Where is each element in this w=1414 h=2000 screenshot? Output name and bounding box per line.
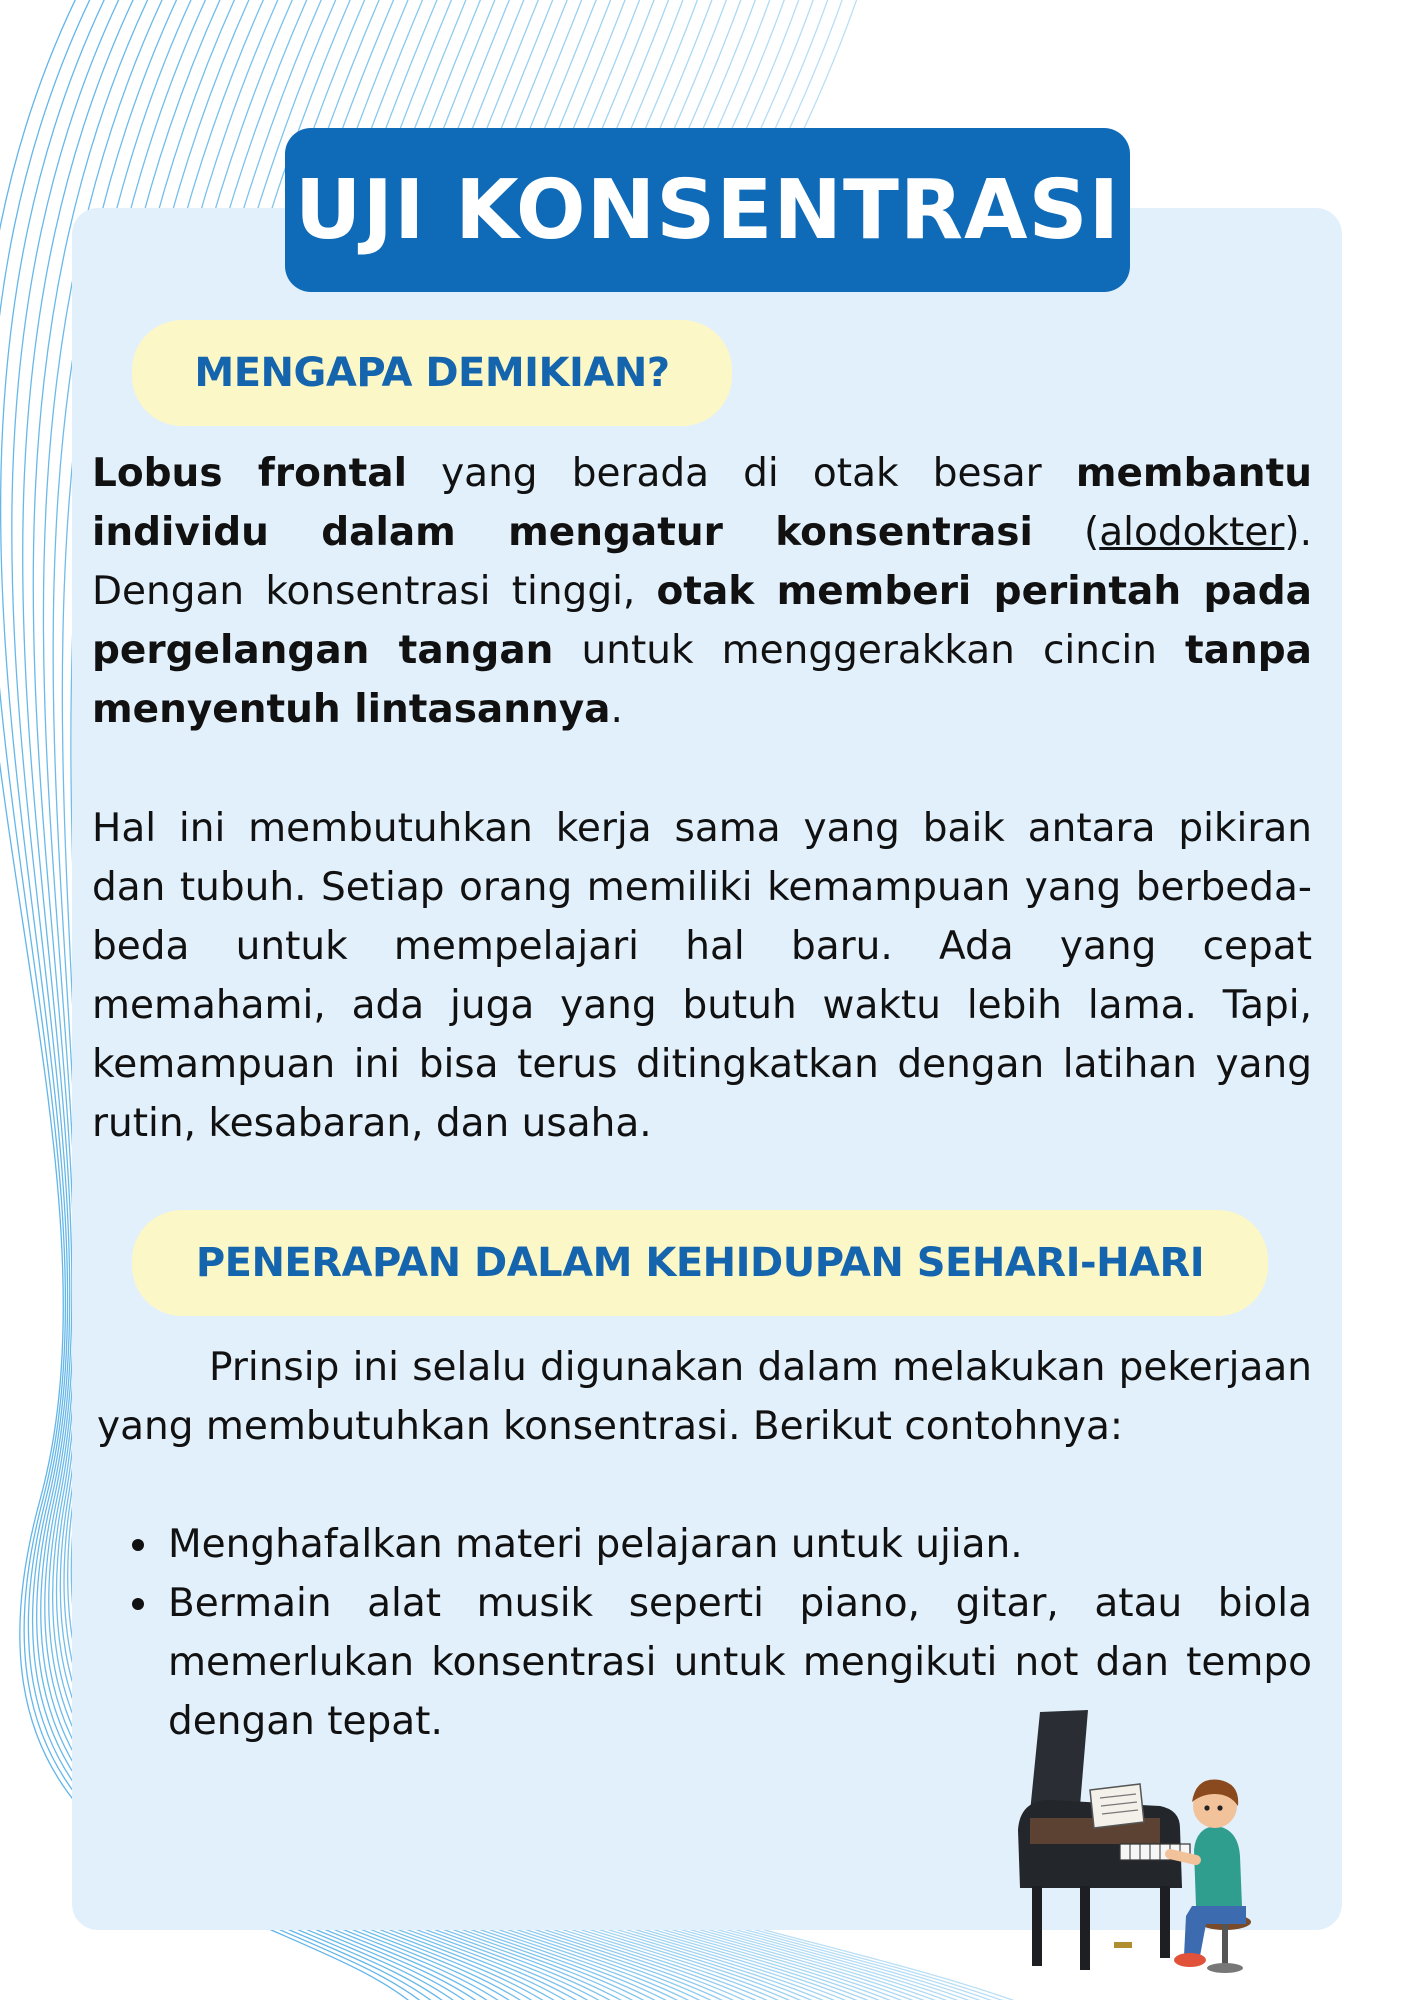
piano-player-illustration (1010, 1710, 1260, 1980)
list-item-text: Menghafalkan materi pelajaran untuk ujian. (168, 1522, 1023, 1567)
list-item (132, 1515, 1312, 1574)
boy-shoe (1174, 1953, 1206, 1967)
text-span: ). Dengan konsentrasi tinggi, (92, 510, 1312, 614)
page-title: UJI KONSENTRASI (294, 162, 1121, 258)
text-span: yang berada di otak besar (406, 451, 1076, 496)
bold-text: tanpa menyentuh lintasannya (92, 628, 1312, 732)
section-heading-application-label: PENERAPAN DALAM KEHIDUPAN SEHARI-HARI (195, 1240, 1205, 1286)
bold-text: Lobus frontal (92, 451, 407, 496)
boy-shirt (1194, 1826, 1242, 1906)
piano-leg (1160, 1886, 1170, 1958)
title-banner (285, 128, 1130, 292)
section-heading-why (132, 320, 732, 426)
bullet-icon (132, 1539, 144, 1551)
section-heading-application (132, 1210, 1268, 1316)
paragraph-lobus-frontal (92, 444, 1312, 739)
text-span: untuk menggerakkan cincin (553, 628, 1186, 673)
list-item-text: Bermain alat musik seperti piano, gitar, atau biola memerlukan konsentrasi untuk mengikuti not dan tempo dengan tepat. (168, 1581, 1312, 1744)
text-span: . (610, 687, 623, 732)
principle-text: Prinsip ini selalu digunakan dalam melakukan pekerjaan yang membutuhkan konsentrasi. Berikut contohnya: (97, 1345, 1312, 1449)
text-span: ( (1032, 510, 1100, 555)
section-heading-why-label: MENGAPA DEMIKIAN? (194, 350, 670, 396)
bullet-icon (132, 1598, 144, 1610)
piano-leg (1032, 1886, 1042, 1966)
source-link-alodokter[interactable]: alodokter (1099, 510, 1285, 555)
bold-text: otak memberi perintah pada pergelangan tangan (92, 569, 1312, 673)
bold-text: membantu individu dalam mengatur konsentrasi (92, 451, 1312, 555)
paragraph-cooperation: Hal ini membutuhkan kerja sama yang baik antara pikiran dan tubuh. Setiap orang memiliki kemampuan yang berbeda-beda untuk mempelajari hal baru. Ada yang cepat memahami, ada juga yang butuh waktu lebih lama. Tapi, kemampuan ini bisa terus ditingkatkan dengan latihan yang rutin, kesabaran, dan usaha. (92, 806, 1312, 1146)
paragraph-principle (97, 1338, 1312, 1456)
sheet-music (1090, 1784, 1144, 1828)
piano-leg (1080, 1886, 1090, 1970)
boy-pants (1184, 1906, 1246, 1956)
